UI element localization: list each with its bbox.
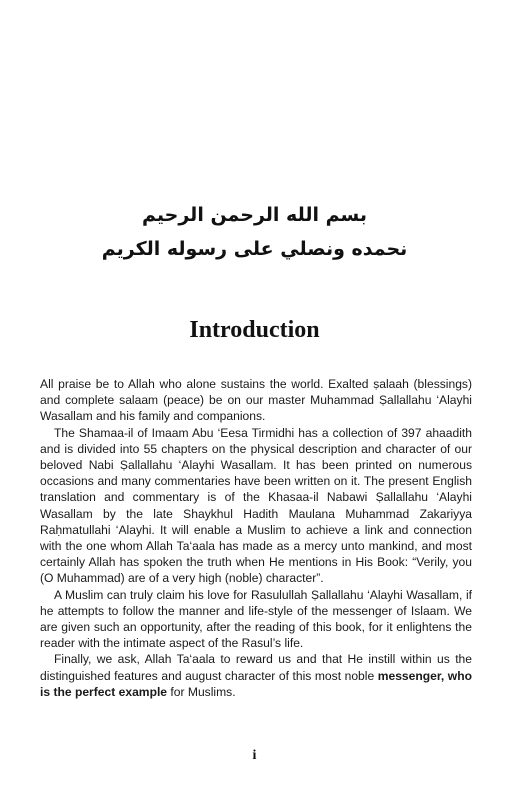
paragraph-4-end-text: for Muslims. [167,684,236,699]
basmala-heading: بسم الله الرحمن الرحيم [142,204,367,226]
paragraph-1: All praise be to Allah who alone sustains the world. Exalted ṣalaah (blessings) and complete salaam (peace) be on our master Muhammad Ṣallallahu ‘Alayhi Wasallam and his family and companions. [40,377,472,424]
paragraph-4-text: Finally, we ask, Allah Ta‘aala to reward us and that He instill within us the distinguished features and august character of this most noble [40,652,472,683]
body-text [40,376,472,700]
page-title: Introduction [189,317,320,343]
paragraph-4-bold-text: messenger, who is the perfect example [40,668,472,699]
salutation-heading: نحمده ونصلي على رسوله الكريم [101,238,408,260]
paragraph-3: A Muslim can truly claim his love for Rasulullah Ṣallallahu ‘Alayhi Wasallam, if he attempts to follow the manner and life-style of the messenger of Islaam. We are given such an opportunity, after the reading of this book, for it enlightens the reader with the intimate aspect of the Rasul’s life. [40,587,472,651]
page-number: i [252,748,257,763]
paragraph-2: The Shamaa-il of Imaam Abu ‘Eesa Tirmidhi has a collection of 397 ahaadith and is divided into 55 chapters on the physical description and character of our beloved Nabi Ṣallallahu ‘Alayhi Wasallam. It has been printed on numerous occasions and many commentaries have been written on it. The present English translation and commentary is of the Khasaa-il Nabawi Ṣallallahu ‘Alayhi Wasallam by the late Shaykhul Hadith Maulana Muhammad Zakariyya Raḥmatullahi ‘Alayhi. It will enable a Muslim to achieve a link and connection with the one whom Allah Ta‘aala has made as a mercy unto mankind, and most certainly Allah has spoken the truth when He mentions in His Book: “Verily, you (O Muhammad) are of a very high (noble) character”. [40,425,472,586]
paragraph-4 [40,651,472,700]
